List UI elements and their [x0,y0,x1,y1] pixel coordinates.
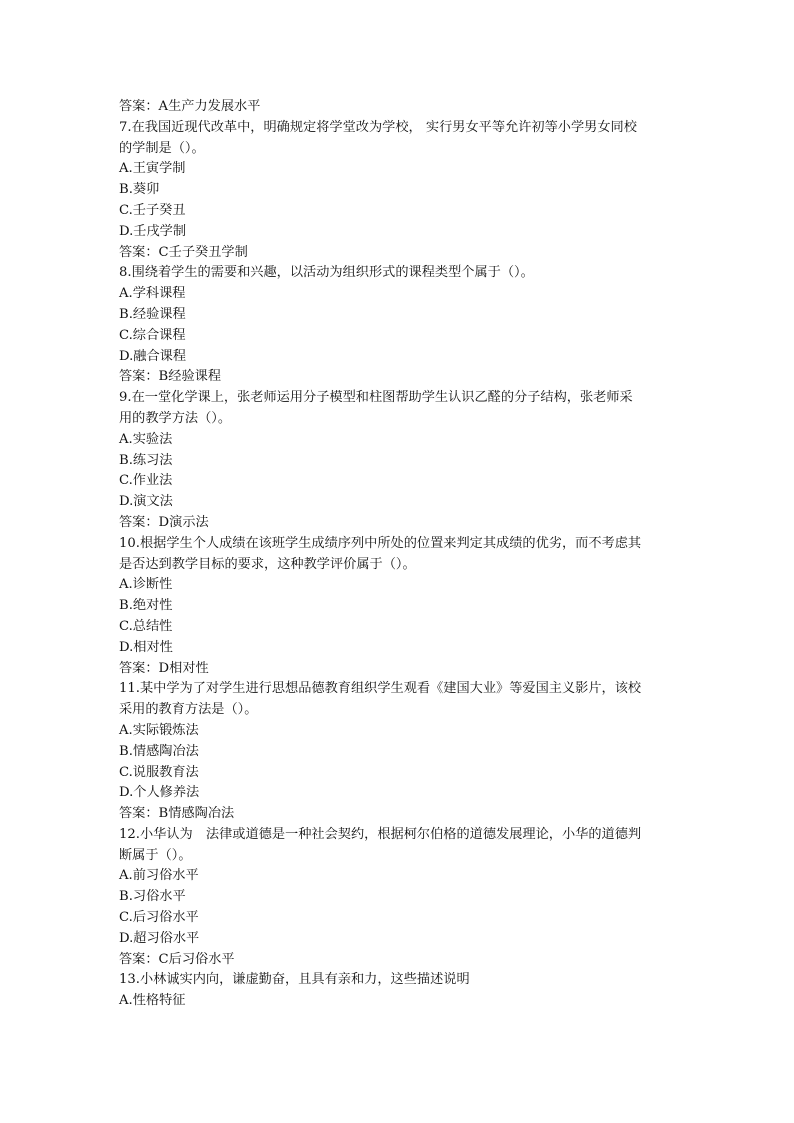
option-d: D.融合课程 [119,348,187,364]
question-12-stem-cont: 断属于（）。 [119,847,192,863]
answer-line: 答案：B经验课程 [119,369,222,385]
question-10-stem: 10.根据学生个人成绩在该班学生成绩序列中所处的位置来判定其成绩的优劣，而不考虑其 [119,535,642,551]
option-a: A.实际锻炼法 [119,722,199,738]
option-c: C.说服教育法 [119,764,199,780]
question-8-stem: 8.围绕着学生的需要和兴趣，以活动为组织形式的课程类型个属于（）。 [119,265,534,281]
answer-line: 答案：C壬子癸丑学制 [119,244,248,260]
option-b: B.练习法 [119,452,173,468]
question-11-stem-cont: 采用的教育方法是（）。 [119,702,258,718]
option-c: C.综合课程 [119,327,186,343]
option-d: D.壬戌学制 [119,223,187,239]
option-d: D.超习俗水平 [119,930,200,946]
option-b: B.情感陶冶法 [119,743,199,759]
question-10-stem-cont: 是否达到教学目标的要求，这种教学评价属于（）。 [119,556,416,572]
question-9-stem-cont: 用的教学方法（）。 [119,410,232,426]
option-d: D.演文法 [119,494,173,510]
option-c: C.后习俗水平 [119,910,199,926]
option-b: B.经验课程 [119,306,186,322]
option-d: D.相对性 [119,639,173,655]
answer-line: 答案：D演示法 [119,514,209,530]
question-12-stem: 12.小华认为 法律或道德是一种社会契约，根据柯尔伯格的道德发展理论，小华的道德判 [119,826,642,842]
option-b: B.葵卯 [119,182,160,198]
option-a: A.王寅学制 [119,161,186,177]
option-a: A.前习俗水平 [119,868,199,884]
option-a: A.性格特征 [119,993,186,1009]
option-a: A.实验法 [119,431,173,447]
question-11-stem: 11.某中学为了对学生进行思想品德教育组织学生观看《建国大业》等爱国主义影片，该校 [119,681,642,697]
option-d: D.个人修养法 [119,785,200,801]
answer-line: 答案：B情感陶冶法 [119,806,235,822]
option-c: C.总结性 [119,618,173,634]
answer-line: 答案：C后习俗水平 [119,951,235,967]
document-page [119,97,679,1012]
question-7-stem: 7.在我国近现代改革中，明确规定将学堂改为学校， 实行男女平等允许初等小学男女同校 [119,119,637,135]
question-13-stem: 13.小林诚实内向，谦虚勤奋，且具有亲和力，这些描述说明 [119,972,470,988]
option-c: C.作业法 [119,473,173,489]
option-a: A.诊断性 [119,577,173,593]
answer-line: 答案：D相对性 [119,660,209,676]
option-a: A.学科课程 [119,286,186,302]
answer-line: 答案：A生产力发展水平 [119,99,261,114]
option-b: B.绝对性 [119,598,173,614]
option-c: C.壬子癸丑 [119,202,186,218]
question-9-stem: 9.在一堂化学课上，张老师运用分子模型和柱图帮助学生认识乙醛的分子结构，张老师采 [119,390,633,406]
question-7-stem-cont: 的学制是（）。 [119,140,205,156]
option-b: B.习俗水平 [119,889,186,905]
